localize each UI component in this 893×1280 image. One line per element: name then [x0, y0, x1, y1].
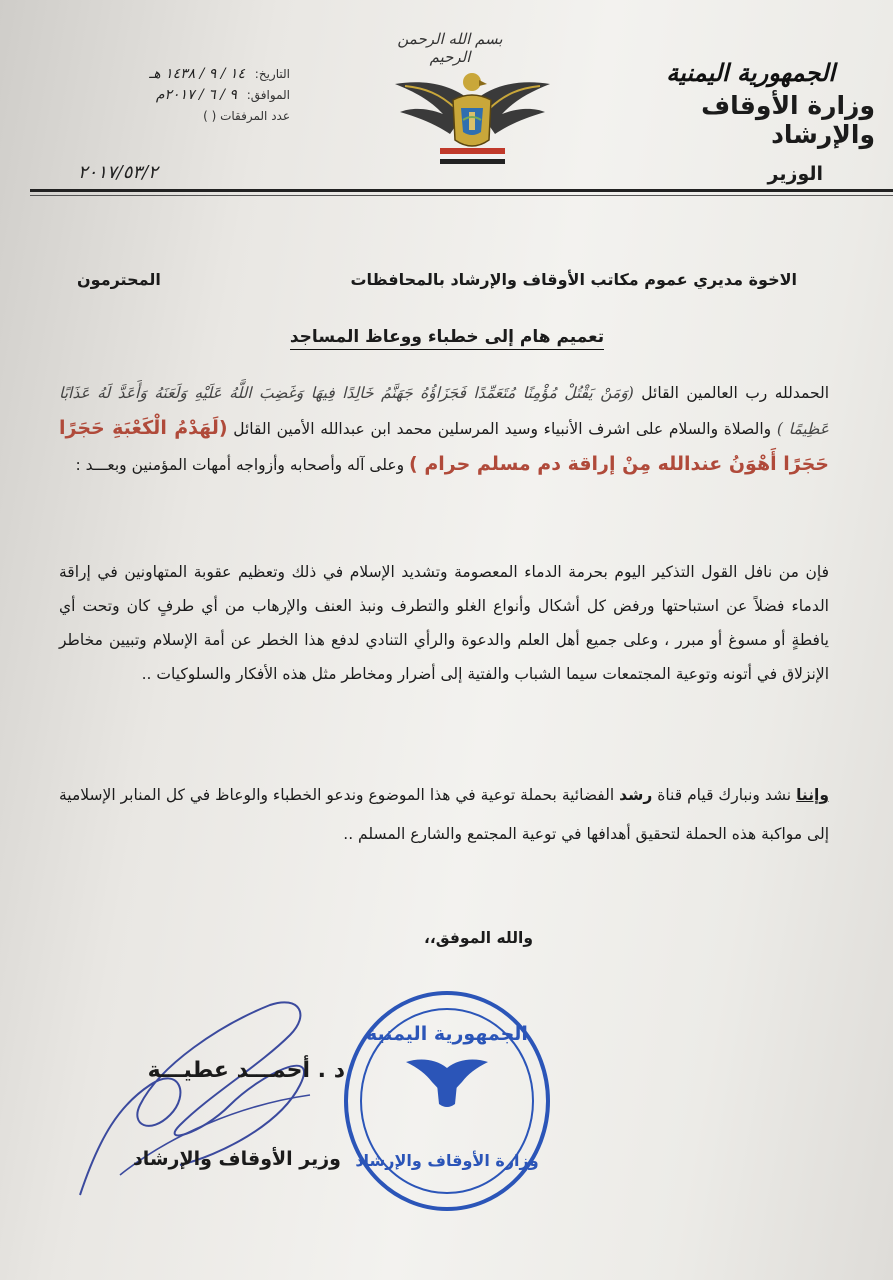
- stamp-top-text: الجمهورية اليمنية: [366, 1023, 528, 1045]
- stamp-bottom-text: وزارة الأوقاف والإرشاد: [355, 1151, 539, 1170]
- date-row: [80, 64, 290, 85]
- date-value: ١٤ / ٩ / ١٤٣٨ هـ: [149, 66, 245, 82]
- eagle-emblem-icon: [395, 62, 550, 167]
- paragraph-body: فإن من نافل القول التذكير اليوم بحرمة الدماء المعصومة وتشديد الإسلام في ذلك وتعظيم عقوبة المتهاونين في إراقة الدماء فضلاً عن استباحتها ورفض كل أشكال وأنواع الغلو والتطرف ونبذ العنف والإرهاب من أي طرفٍ كان وتحت أي يافطةٍ أو مسوغ أو مبرر ، وعلى جميع أهل العلم والدعوة والرأي التنادي لدفع هذا الخطر عن أمة الإسلام وتبيين مخاطر الإنزلاق في أتونه وتوعية المجتمعات سيما الشباب والفتية إلى أضرار ومخاطر مثل هذه الأفكار والسلوكيات ..: [59, 563, 829, 683]
- addressee: الاخوة مديري عموم مكاتب الأوقاف والإرشاد بالمحافظات: [350, 270, 797, 289]
- subject-line: [160, 327, 734, 347]
- ministry-name: وزارة الأوقاف والإرشاد: [701, 91, 875, 149]
- call-lead: وإننا: [796, 786, 829, 804]
- header-divider-thin: [30, 195, 893, 196]
- country-name: الجمهورية اليمنية: [666, 58, 835, 87]
- signatory-name: د . أحمـــد عطيـــة: [147, 1058, 345, 1083]
- opening-intro: الحمدلله رب العالمين القائل: [641, 384, 829, 402]
- opening-outro: وعلى آله وأصحابه وأزواجه أمهات المؤمنين وبعـــد :: [75, 456, 405, 474]
- letter-meta: [80, 64, 290, 127]
- paragraph-call: [59, 776, 829, 854]
- quran-verse: (وَمَنْ يَقْتُلْ مُؤْمِنًا مُتَعَمِّدًا فَجَزَاؤُهُ جَهَنَّمُ خَالِدًا فِيهَا وَغَضِبَ اللَّهُ عَلَيْهِ وَلَعَنَهُ وَأَعَدَّ لَهُ عَذَابًا عَظِيمًا ): [59, 384, 829, 438]
- addressee-line: [77, 270, 797, 289]
- signatory-title: وزير الأوقاف والإرشاد: [132, 1148, 341, 1170]
- official-stamp: [340, 988, 554, 1214]
- corresponding-label: الموافق:: [246, 88, 290, 102]
- attachments-label: عدد المرفقات ( ): [203, 109, 290, 123]
- subject: تعميم هام إلى خطباء ووعاظ المساجد: [290, 327, 604, 350]
- minister-label: الوزير: [767, 163, 823, 185]
- salutation: والصلاة والسلام على اشرف الأنبياء وسيد المرسلين محمد ابن عبدالله الأمين القائل: [233, 420, 772, 438]
- honorific: المحترمون: [77, 270, 161, 289]
- call-part-b: الفضائية بحملة توعية في هذا الموضوع وندعو الخطباء والوعاظ في كل المنابر الإسلامية إلى مواكبة هذه الحملة لتحقيق أهدافها في توعية المجتمع والشارع المسلم ..: [59, 786, 829, 843]
- letterhead-right: [615, 58, 875, 185]
- header-divider: [30, 189, 893, 192]
- date-label: التاريخ:: [254, 67, 290, 81]
- closing: والله الموفق،،: [423, 929, 533, 947]
- paragraph-opening: [59, 376, 829, 483]
- handwritten-signature: [60, 985, 360, 1205]
- corresponding-value: ٩ / ٦ / ٢٠١٧م: [155, 87, 237, 103]
- hadith-quote: (لَهَدْمُ الْكَعْبَةِ حَجَرًا حَجَرًا أَهْوَنُ عندالله مِنْ إراقة دم مسلم حرام ): [59, 417, 829, 475]
- call-part-a: نشد ونبارك قيام قناة: [657, 786, 792, 804]
- channel-name: رشد: [619, 786, 653, 804]
- bismillah: بسم الله الرحمن الرحيم: [397, 30, 503, 66]
- attachments-row: [80, 106, 290, 127]
- reference-number: ٢٠١٧/٥٣/٢: [78, 162, 158, 183]
- corresponding-row: [80, 85, 290, 106]
